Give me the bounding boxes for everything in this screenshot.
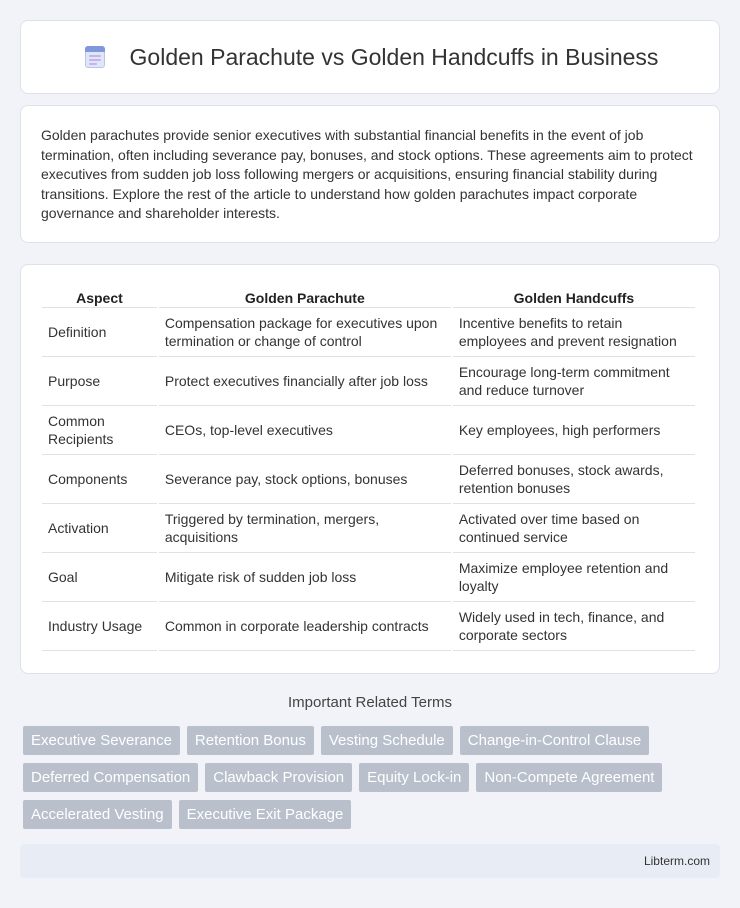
column-header-golden-handcuffs: Golden Handcuffs: [453, 287, 695, 308]
related-term-tag[interactable]: Non-Compete Agreement: [476, 763, 662, 792]
table-row: [42, 504, 695, 553]
table-cell: Protect executives financially after job loss: [159, 357, 451, 406]
table-row: [42, 406, 695, 455]
related-terms-list: [23, 726, 723, 829]
table-row: [42, 455, 695, 504]
table-cell: Deferred bonuses, stock awards, retention bonuses: [453, 455, 695, 504]
related-term-tag[interactable]: Clawback Provision: [205, 763, 352, 792]
table-cell: Activation: [42, 504, 157, 553]
table-cell: Maximize employee retention and loyalty: [453, 553, 695, 602]
table-cell: Mitigate risk of sudden job loss: [159, 553, 451, 602]
page-title: Golden Parachute vs Golden Handcuffs in Business: [129, 43, 659, 70]
column-header-golden-parachute: Golden Parachute: [159, 287, 451, 308]
table-cell: Goal: [42, 553, 157, 602]
related-term-tag[interactable]: Executive Exit Package: [179, 800, 352, 829]
table-cell: Triggered by termination, mergers, acquisitions: [159, 504, 451, 553]
intro-text: Golden parachutes provide senior executives with substantial financial benefits in the event of job termination, often including severance pay, bonuses, and stock options. These agreements aim to protect executives from sudden job loss following mergers or acquisitions, ensuring financial stability during transitions. Explore the rest of the article to understand how golden parachutes impact corporate governance and shareholder interests.: [41, 127, 693, 221]
table-cell: Components: [42, 455, 157, 504]
related-term-tag[interactable]: Accelerated Vesting: [23, 800, 172, 829]
footer-brand-link[interactable]: Libterm.com: [643, 854, 710, 868]
table-header-row: [42, 287, 695, 308]
table-cell: Industry Usage: [42, 602, 157, 651]
table-cell: Key employees, high performers: [453, 406, 695, 455]
table-cell: Widely used in tech, finance, and corporate sectors: [453, 602, 695, 651]
related-term-tag[interactable]: Executive Severance: [23, 726, 180, 755]
table-row: [42, 308, 695, 357]
table-cell: Activated over time based on continued service: [453, 504, 695, 553]
comparison-card: [20, 264, 720, 674]
document-icon: [82, 44, 108, 70]
table-cell: Encourage long-term commitment and reduce turnover: [453, 357, 695, 406]
table-row: [42, 553, 695, 602]
related-term-tag[interactable]: Equity Lock-in: [359, 763, 469, 792]
related-terms-heading: Important Related Terms: [288, 694, 452, 711]
column-header-aspect: Aspect: [42, 287, 157, 308]
table-cell: Incentive benefits to retain employees and prevent resignation: [453, 308, 695, 357]
related-term-tag[interactable]: Retention Bonus: [187, 726, 314, 755]
title-card: [20, 20, 720, 94]
footer: [20, 844, 720, 878]
table-row: [42, 602, 695, 651]
intro-card: [20, 105, 720, 243]
comparison-table: [40, 287, 697, 651]
table-cell: Definition: [42, 308, 157, 357]
table-cell: CEOs, top-level executives: [159, 406, 451, 455]
related-term-tag[interactable]: Vesting Schedule: [321, 726, 453, 755]
table-row: [42, 357, 695, 406]
related-term-tag[interactable]: Change-in-Control Clause: [460, 726, 649, 755]
related-term-tag[interactable]: Deferred Compensation: [23, 763, 198, 792]
table-cell: Common in corporate leadership contracts: [159, 602, 451, 651]
table-cell: Severance pay, stock options, bonuses: [159, 455, 451, 504]
table-cell: Common Recipients: [42, 406, 157, 455]
table-cell: Purpose: [42, 357, 157, 406]
table-cell: Compensation package for executives upon termination or change of control: [159, 308, 451, 357]
